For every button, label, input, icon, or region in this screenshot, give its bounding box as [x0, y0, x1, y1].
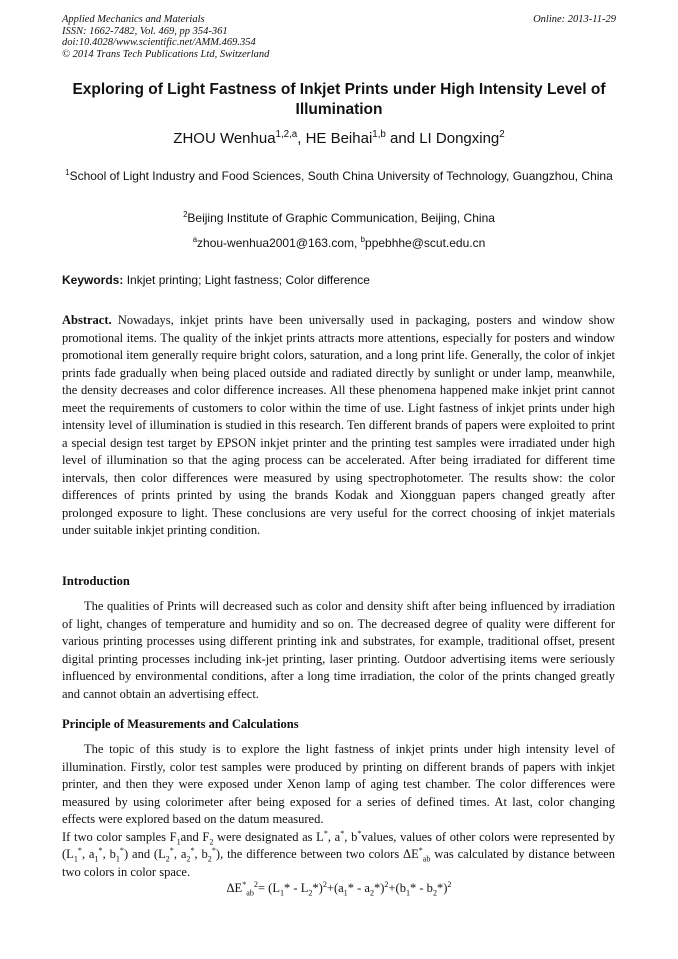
- abstract-text: Nowadays, inkjet prints have been universally used in packaging, posters and window show promotional items. The quality of the inkjet prints attracts more attentions, especially for posters and window promotional item generally require bright colors, saturation, and a long print life. Generally, the color of inkjet prints fade gradually when being placed outside and radiated directly by sunlight or under lamp, meanwhile, the density decreases and color difference increases. All these phenomena happened make inkjet print cannot meet the requirements of customers to color within the time of use. Light fastness of inkjet prints under high intensity level of illumination is studied in this research. Ten different brands of papers were exploited to print a special design test target by EPSON inkjet printer and the printing test samples were irradiated under high level of illumination so that the aging process can be accelerated. After being irradiated for different time intervals, then color differences were measured by using spectrophotometer. The results show: the color differences of prints printed by using the brands Kodak and Xiongguan papers changed greatly after prolonged exposure to light. These conclusions are very useful for the correct choosing of inkjet materials under suitable inkjet printing condition.: [62, 313, 616, 537]
- email-link[interactable]: zhou-wenhua2001@163.com: [197, 236, 354, 250]
- affiliation-mark: 2: [183, 210, 188, 219]
- journal-name: Applied Mechanics and Materials: [62, 14, 205, 25]
- introduction-paragraph: [62, 598, 615, 703]
- principle-paragraph-1: The topic of this study is to explore the light fastness of inkjet prints under high intensity level of illumination. Firstly, color test samples were produced by printing on different brands of papers with inkjet printer, and then they were exposed under Xenon lamp of aging test chamber. The color differences were measured by using colorimeter after being exposed for a series of defined times. At last, color changing effects were explored based on the datum measured.: [62, 742, 615, 826]
- abstract-label: Abstract.: [62, 313, 112, 327]
- online-date: Online: 2013-11-29: [533, 14, 616, 25]
- copyright-line: © 2014 Trans Tech Publications Ltd, Switzerland: [62, 48, 270, 60]
- keywords-text: Inkjet printing; Light fastness; Color difference: [126, 273, 370, 287]
- journal-header: [62, 14, 616, 60]
- doi-line: doi:10.4028/www.scientific.net/AMM.469.354: [62, 37, 256, 48]
- email-mark: b: [360, 235, 366, 244]
- principle-paragraph-2: If two color samples $F_1and$ $F_2$ were designated as L*, a*, b*values, values of other colors were represented by ($L_1^*$, $a_1^*$, $b_1^*$) and ($L_2^*$, $a_2^*$, $b_2^*$), the difference between two colors $\Delta E^*_{ab}$ was calculated by distance between two colors in color space.: [62, 828, 615, 879]
- author-affiliation-mark: 1,b: [372, 129, 386, 140]
- affiliation-text: School of Light Industry and Food Sciences, South China University of Technology, Guangzhou, China: [69, 169, 613, 183]
- section-heading-introduction: Introduction: [62, 574, 130, 588]
- author-affiliation-mark: 2: [499, 129, 505, 140]
- affiliation-mark: 1: [65, 168, 70, 177]
- principle-section: [62, 741, 615, 881]
- author-separator: and: [385, 130, 420, 147]
- author-separator: ,: [297, 130, 306, 147]
- email-line: $^a$zhou-wenhua2001@163.com, $^b$ppebhhe@scut.edu.cn: [192, 235, 486, 250]
- affiliation-text: Beijing Institute of Graphic Communication, Beijing, China: [187, 211, 495, 225]
- author-name: ZHOU Wenhua: [173, 130, 276, 147]
- author-list: [0, 130, 678, 147]
- affiliation-2: [56, 209, 622, 228]
- email-link[interactable]: ppebhhe@scut.edu.cn: [365, 236, 486, 250]
- author-name: HE Beihai: [305, 130, 373, 147]
- author-affiliation-mark: 1,2,a: [275, 129, 298, 140]
- abstract: [62, 312, 615, 540]
- keywords: [62, 273, 618, 287]
- affiliation-1: [56, 167, 622, 186]
- email-mark: a: [192, 235, 198, 244]
- keywords-label: Keywords:: [62, 273, 124, 287]
- paper-title: Exploring of Light Fastness of Inkjet Prints under High Intensity Level of Illumination: [72, 81, 606, 118]
- section-heading-principle: Principle of Measurements and Calculations: [62, 717, 299, 731]
- color-difference-equation: $\Delta E^*_{ab}^2= (L_1* - L_2*)^2+(a_1* - a_2*)^2+(b_1* - b_2*)^2$: [226, 879, 452, 898]
- issn-line: ISSN: 1662-7482, Vol. 469, pp 354-361: [62, 25, 228, 37]
- introduction-text: The qualities of Prints will decreased such as color and density shift after being influenced by irradiation of light, changes of temperature and humidity and so on. The decreased degree of quality were different for various printing processes using different printing ink and substrates, for example, traditional offset, present digital printing processes including ink-jet printing, laser printing. Outdoor advertising items were seriously influenced by environmental conditions, after a long time irradiation, the color of the prints changed greatly and cannot obtain an advertising effect.: [62, 599, 615, 701]
- author-name: LI Dongxing: [419, 130, 500, 147]
